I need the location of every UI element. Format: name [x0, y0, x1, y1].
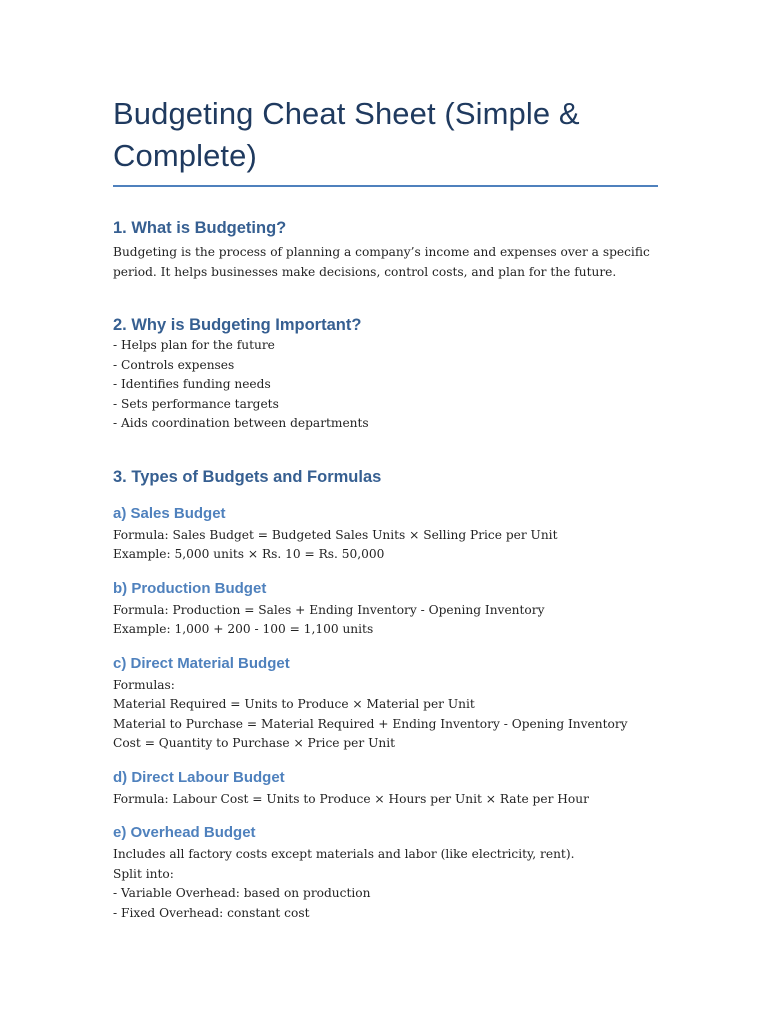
- section-heading: 1. What is Budgeting?: [113, 219, 287, 237]
- formula-line: Formula: Sales Budget = Budgeted Sales Units × Selling Price per Unit: [113, 527, 558, 542]
- subsection-sales-budget: [113, 504, 658, 565]
- section-heading: 3. Types of Budgets and Formulas: [113, 467, 382, 486]
- paragraph-line: period. It helps businesses make decisions, control costs, and plan for the future.: [113, 264, 617, 279]
- subsection-production-budget: [113, 579, 658, 640]
- subsection-heading: a) Sales Budget: [113, 504, 226, 522]
- list-item: - Identifies funding needs: [113, 377, 271, 391]
- subsection-overhead-budget: [113, 823, 658, 923]
- list-item: - Controls expenses: [113, 357, 235, 372]
- paragraph-line: Budgeting is the process of planning a company’s income and expenses over a specific: [113, 245, 650, 259]
- subsection-direct-material-budget: [113, 654, 658, 754]
- formula-line: Formulas:: [113, 677, 175, 692]
- subsection-heading: e) Overhead Budget: [113, 824, 256, 841]
- list-item: - Variable Overhead: based on production: [113, 886, 371, 900]
- list-item: - Fixed Overhead: constant cost: [113, 905, 310, 920]
- formula-line: Cost = Quantity to Purchase × Price per Unit: [113, 736, 396, 750]
- formula-line: Formula: Labour Cost = Units to Produce × Hours per Unit × Rate per Hour: [113, 791, 589, 806]
- section-why-important: [113, 314, 658, 434]
- list-item: - Aids coordination between departments: [113, 416, 369, 430]
- paragraph-line: Split into:: [113, 866, 174, 881]
- section-types-of-budgets: [113, 466, 658, 924]
- subsection-heading: d) Direct Labour Budget: [113, 768, 285, 786]
- example-line: Example: 5,000 units × Rs. 10 = Rs. 50,000: [113, 547, 385, 561]
- section-heading: 2. Why is Budgeting Important?: [113, 316, 362, 334]
- formula-line: Formula: Production = Sales + Ending Inventory - Opening Inventory: [113, 602, 545, 617]
- subsection-heading: b) Production Budget: [113, 579, 267, 597]
- section-what-is-budgeting: [113, 217, 658, 282]
- document-title: Budgeting Cheat Sheet (Simple & Complete): [113, 93, 658, 187]
- subsection-direct-labour-budget: [113, 768, 658, 810]
- formula-line: Material Required = Units to Produce × Material per Unit: [113, 697, 475, 711]
- subsection-heading: c) Direct Material Budget: [113, 654, 290, 672]
- example-line: Example: 1,000 + 200 - 100 = 1,100 units: [113, 622, 374, 636]
- paragraph-line: Includes all factory costs except materials and labor (like electricity, rent).: [113, 847, 575, 861]
- formula-line: Material to Purchase = Material Required + Ending Inventory - Opening Inventory: [113, 716, 628, 731]
- list-item: - Helps plan for the future: [113, 338, 275, 352]
- list-item: - Sets performance targets: [113, 396, 279, 411]
